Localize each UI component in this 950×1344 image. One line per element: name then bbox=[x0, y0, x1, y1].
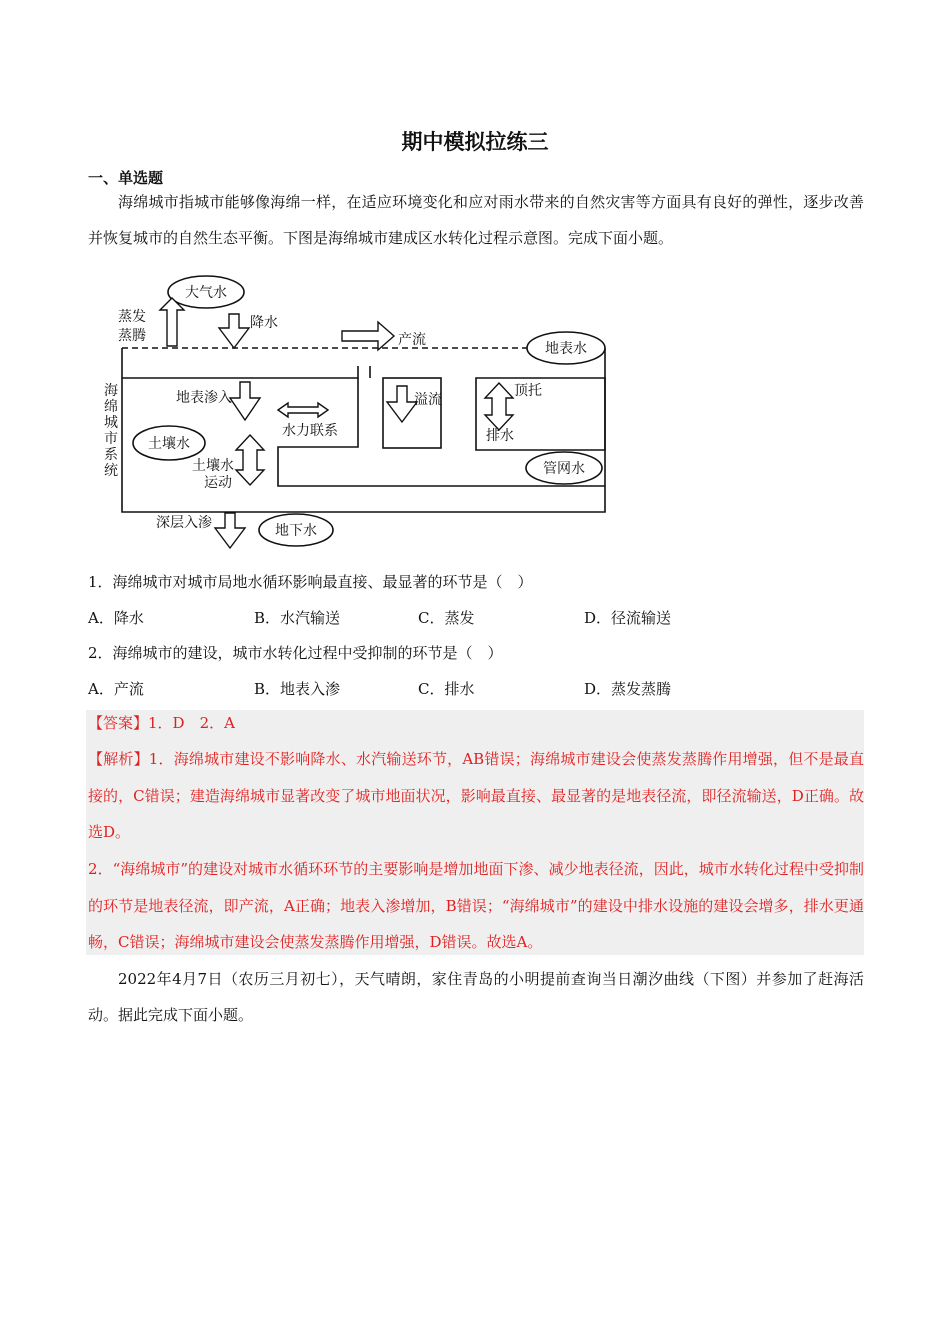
answer-text: 1．D 2．A bbox=[148, 714, 235, 732]
label-system-3: 城 bbox=[104, 415, 118, 431]
analysis-1 bbox=[88, 741, 864, 851]
infiltration-arrow bbox=[230, 382, 260, 420]
label-jacking: 顶托 bbox=[514, 383, 542, 399]
question-2-stem: 2．海绵城市的建设，城市水转化过程中受抑制的环节是（ ） bbox=[88, 644, 503, 662]
answer-line bbox=[88, 705, 864, 742]
q2-option-c[interactable]: C．排水 bbox=[418, 680, 475, 698]
question-1-stem: 1．海绵城市对城市局地水循环影响最直接、最显著的环节是（ ） bbox=[88, 573, 533, 591]
hydraulic-arrow bbox=[278, 403, 328, 417]
analysis-1-text: 1．海绵城市建设不影响降水、水汽输送环节，AB错误；海绵城市建设会使蒸发蒸腾作用增强，但不是最直接的，C错误；建造海绵城市显著改变了城市地面状况，影响最直接、最显著的是地表径流，即径流输送，D正确。故选D。 bbox=[88, 750, 864, 841]
q1-option-a[interactable]: A．降水 bbox=[88, 609, 144, 627]
analysis-label: 【解析】 bbox=[88, 750, 149, 768]
label-evap-1: 蒸发 bbox=[118, 309, 146, 325]
overflow-arrow bbox=[387, 386, 417, 422]
q2-option-b[interactable]: B．地表入渗 bbox=[254, 680, 341, 698]
label-precip: 降水 bbox=[250, 315, 278, 331]
label-system-6: 统 bbox=[104, 463, 118, 479]
label-deep: 深层入渗 bbox=[156, 515, 212, 531]
deep-arrow bbox=[215, 513, 245, 548]
q1-option-c[interactable]: C．蒸发 bbox=[418, 609, 475, 627]
soilmove-arrow bbox=[236, 435, 264, 485]
label-overflow: 溢流 bbox=[414, 392, 442, 408]
label-soilmove-2: 运动 bbox=[204, 475, 232, 491]
jacking-drain-arrow bbox=[485, 383, 513, 430]
label-pipe: 管网水 bbox=[543, 461, 585, 477]
left-chamber-top bbox=[122, 366, 358, 378]
system-outer-box bbox=[122, 348, 605, 512]
question-1-options bbox=[88, 607, 864, 629]
label-atmos: 大气水 bbox=[185, 285, 227, 301]
overflow-box bbox=[383, 378, 441, 448]
analysis-2: 2．“海绵城市”的建设对城市水循环环节的主要影响是增加地面下渗、减少地表径流，因此，城市水转化过程中受抑制的环节是地表径流，即产流，A正确；地表入渗增加，B错误；“海绵城市”的建设中排水设施的建设会增多，排水更通畅，C错误；海绵城市建设会使蒸发蒸腾作用增强，D错误。故选A。 bbox=[88, 860, 864, 951]
intro-paragraph-1: 海绵城市指城市能够像海绵一样，在适应环境变化和应对雨水带来的自然灾害等方面具有良好的弹性，逐步改善并恢复城市的自然生态平衡。下图是海绵城市建成区水转化过程示意图。完成下面小题。 bbox=[88, 193, 864, 247]
precip-arrow bbox=[219, 314, 249, 348]
sponge-city-diagram bbox=[100, 270, 620, 560]
section-heading: 一、单选题 bbox=[88, 169, 164, 187]
runoff-arrow bbox=[342, 322, 394, 350]
q2-option-a[interactable]: A．产流 bbox=[88, 680, 144, 698]
page-title: 期中模拟拉练三 bbox=[401, 130, 549, 154]
label-system-1: 海 bbox=[104, 383, 118, 399]
evap-arrow bbox=[160, 298, 184, 346]
label-evap-2: 蒸腾 bbox=[118, 328, 146, 344]
intro-paragraph-2: 2022年4月7日（农历三月初七），天气晴朗，家住青岛的小明提前查询当日潮汐曲线（下图）并参加了赶海活动。据此完成下面小题。 bbox=[88, 970, 864, 1024]
label-surface: 地表水 bbox=[545, 341, 587, 357]
q1-option-d[interactable]: D．径流输送 bbox=[584, 609, 672, 627]
label-hydraulic: 水力联系 bbox=[282, 423, 338, 439]
label-drain: 排水 bbox=[486, 428, 514, 444]
q1-option-b[interactable]: B．水汽输送 bbox=[254, 609, 341, 627]
question-2-options bbox=[88, 678, 864, 700]
q2-option-d[interactable]: D．蒸发蒸腾 bbox=[584, 680, 672, 698]
label-ground: 地下水 bbox=[275, 523, 317, 539]
label-soilmove-1: 土壤水 bbox=[192, 458, 234, 474]
label-runoff: 产流 bbox=[398, 332, 426, 348]
label-system-5: 系 bbox=[104, 447, 118, 463]
label-soil: 土壤水 bbox=[148, 436, 190, 452]
label-system-2: 绵 bbox=[104, 399, 118, 415]
label-infiltration: 地表渗入 bbox=[176, 390, 232, 406]
label-system-4: 市 bbox=[104, 431, 118, 447]
answer-label: 【答案】 bbox=[88, 714, 149, 732]
